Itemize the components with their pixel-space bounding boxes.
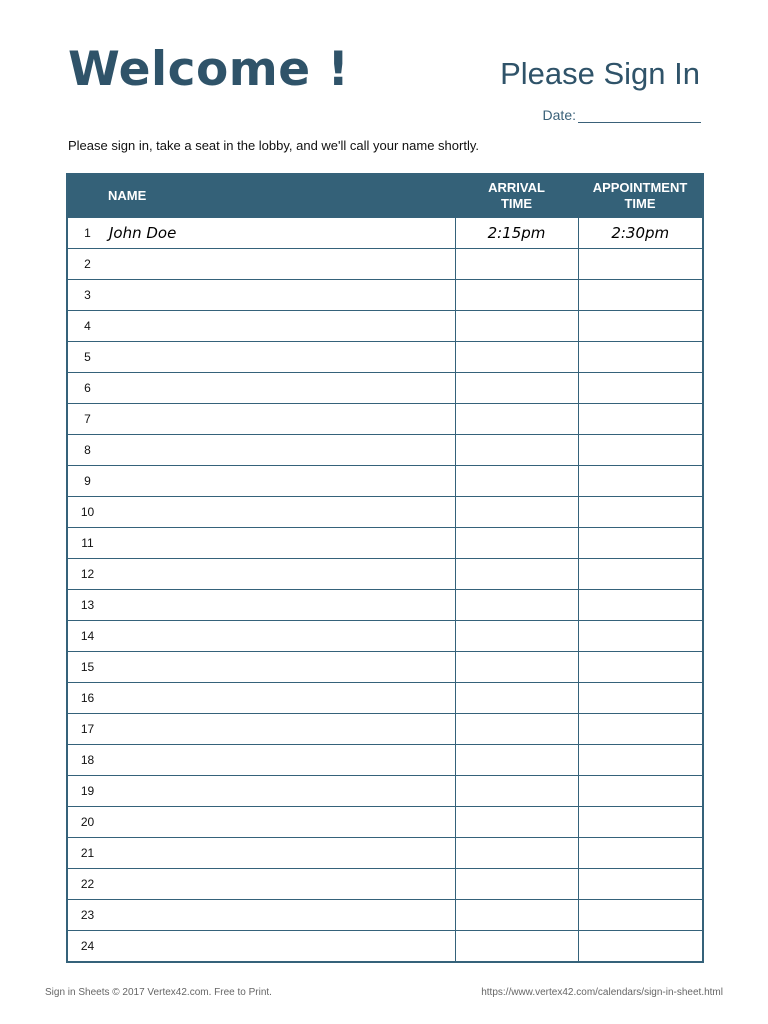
row-number: 1 bbox=[67, 218, 107, 249]
name-cell[interactable] bbox=[107, 621, 455, 652]
appointment-time-cell[interactable] bbox=[578, 900, 703, 931]
appointment-time-cell[interactable] bbox=[578, 497, 703, 528]
column-header-arrival-time: ARRIVAL TIME bbox=[455, 174, 578, 218]
name-cell[interactable] bbox=[107, 497, 455, 528]
row-number: 6 bbox=[67, 373, 107, 404]
date-field bbox=[543, 105, 701, 123]
row-number: 22 bbox=[67, 869, 107, 900]
row-number: 19 bbox=[67, 776, 107, 807]
name-cell[interactable]: John Doe bbox=[107, 218, 455, 249]
footer-url: https://www.vertex42.com/calendars/sign-in-sheet.html bbox=[481, 987, 723, 998]
table-row bbox=[67, 373, 703, 404]
row-number: 5 bbox=[67, 342, 107, 373]
arrival-time-cell[interactable] bbox=[455, 559, 578, 590]
row-number: 24 bbox=[67, 931, 107, 963]
table-row bbox=[67, 652, 703, 683]
arrival-time-cell[interactable] bbox=[455, 280, 578, 311]
footer-copyright: Sign in Sheets © 2017 Vertex42.com. Free to Print. bbox=[45, 987, 272, 998]
appointment-time-cell[interactable] bbox=[578, 621, 703, 652]
name-cell[interactable] bbox=[107, 280, 455, 311]
table-row bbox=[67, 559, 703, 590]
name-cell[interactable] bbox=[107, 249, 455, 280]
column-header-appointment-time: APPOINTMENT TIME bbox=[578, 174, 703, 218]
arrival-time-cell[interactable] bbox=[455, 776, 578, 807]
appointment-time-cell[interactable] bbox=[578, 404, 703, 435]
appointment-time-cell[interactable] bbox=[578, 280, 703, 311]
sign-in-table bbox=[66, 173, 704, 963]
arrival-time-cell[interactable] bbox=[455, 652, 578, 683]
table-row bbox=[67, 931, 703, 963]
table-row bbox=[67, 807, 703, 838]
arrival-time-cell[interactable] bbox=[455, 869, 578, 900]
appointment-time-cell[interactable] bbox=[578, 311, 703, 342]
name-cell[interactable] bbox=[107, 528, 455, 559]
table-row bbox=[67, 404, 703, 435]
name-cell[interactable] bbox=[107, 559, 455, 590]
name-cell[interactable] bbox=[107, 466, 455, 497]
row-number: 12 bbox=[67, 559, 107, 590]
name-cell[interactable] bbox=[107, 373, 455, 404]
arrival-time-cell[interactable] bbox=[455, 683, 578, 714]
table-row bbox=[67, 900, 703, 931]
name-cell[interactable] bbox=[107, 900, 455, 931]
appointment-time-cell[interactable] bbox=[578, 342, 703, 373]
appointment-time-cell[interactable] bbox=[578, 714, 703, 745]
arrival-time-cell[interactable] bbox=[455, 404, 578, 435]
appointment-time-cell[interactable] bbox=[578, 931, 703, 963]
arrival-time-cell[interactable] bbox=[455, 249, 578, 280]
table-row bbox=[67, 466, 703, 497]
name-cell[interactable] bbox=[107, 745, 455, 776]
appointment-time-cell[interactable] bbox=[578, 683, 703, 714]
arrival-time-cell[interactable] bbox=[455, 714, 578, 745]
arrival-time-cell[interactable] bbox=[455, 931, 578, 963]
name-cell[interactable] bbox=[107, 807, 455, 838]
row-number: 23 bbox=[67, 900, 107, 931]
row-number: 9 bbox=[67, 466, 107, 497]
table-row bbox=[67, 218, 703, 249]
row-number: 15 bbox=[67, 652, 107, 683]
name-cell[interactable] bbox=[107, 931, 455, 963]
name-cell[interactable] bbox=[107, 683, 455, 714]
row-number: 3 bbox=[67, 280, 107, 311]
row-number: 13 bbox=[67, 590, 107, 621]
table-row bbox=[67, 497, 703, 528]
row-number: 11 bbox=[67, 528, 107, 559]
name-cell[interactable] bbox=[107, 838, 455, 869]
instructions-text: Please sign in, take a seat in the lobby, and we'll call your name shortly. bbox=[68, 138, 479, 153]
appointment-time-cell[interactable] bbox=[578, 590, 703, 621]
row-number: 2 bbox=[67, 249, 107, 280]
table-row bbox=[67, 621, 703, 652]
row-number: 20 bbox=[67, 807, 107, 838]
please-sign-in-title: Please Sign In bbox=[500, 56, 700, 91]
appointment-time-cell[interactable]: 2:30pm bbox=[578, 218, 703, 249]
arrival-time-cell[interactable] bbox=[455, 838, 578, 869]
table-row bbox=[67, 745, 703, 776]
name-cell[interactable] bbox=[107, 652, 455, 683]
arrival-time-cell[interactable] bbox=[455, 497, 578, 528]
appointment-time-cell[interactable] bbox=[578, 652, 703, 683]
date-label: Date: bbox=[542, 107, 576, 123]
arrival-time-cell[interactable] bbox=[455, 621, 578, 652]
arrival-time-cell[interactable] bbox=[455, 807, 578, 838]
table-row bbox=[67, 776, 703, 807]
row-number: 14 bbox=[67, 621, 107, 652]
arrival-time-cell[interactable] bbox=[455, 342, 578, 373]
table-row bbox=[67, 838, 703, 869]
welcome-heading: Welcome ! bbox=[68, 42, 350, 97]
appointment-time-cell[interactable] bbox=[578, 466, 703, 497]
name-cell[interactable] bbox=[107, 311, 455, 342]
appointment-time-cell[interactable] bbox=[578, 745, 703, 776]
appointment-time-cell[interactable] bbox=[578, 435, 703, 466]
table-row bbox=[67, 342, 703, 373]
appointment-time-cell[interactable] bbox=[578, 838, 703, 869]
table-row bbox=[67, 590, 703, 621]
appointment-time-cell[interactable] bbox=[578, 249, 703, 280]
table-row bbox=[67, 528, 703, 559]
name-cell[interactable] bbox=[107, 714, 455, 745]
row-number: 17 bbox=[67, 714, 107, 745]
table-row bbox=[67, 869, 703, 900]
table-row bbox=[67, 714, 703, 745]
appointment-time-cell[interactable] bbox=[578, 559, 703, 590]
appointment-time-cell[interactable] bbox=[578, 807, 703, 838]
row-number: 18 bbox=[67, 745, 107, 776]
column-header-name: NAME bbox=[67, 174, 455, 218]
name-cell[interactable] bbox=[107, 869, 455, 900]
name-cell[interactable] bbox=[107, 342, 455, 373]
arrival-time-cell[interactable] bbox=[455, 745, 578, 776]
arrival-time-cell[interactable]: 2:15pm bbox=[455, 218, 578, 249]
appointment-time-cell[interactable] bbox=[578, 528, 703, 559]
arrival-time-cell[interactable] bbox=[455, 466, 578, 497]
appointment-time-cell[interactable] bbox=[578, 869, 703, 900]
arrival-time-cell[interactable] bbox=[455, 435, 578, 466]
arrival-time-cell[interactable] bbox=[455, 528, 578, 559]
row-number: 7 bbox=[67, 404, 107, 435]
row-number: 10 bbox=[67, 497, 107, 528]
table-row bbox=[67, 683, 703, 714]
appointment-time-cell[interactable] bbox=[578, 776, 703, 807]
arrival-time-cell[interactable] bbox=[455, 590, 578, 621]
arrival-time-cell[interactable] bbox=[455, 900, 578, 931]
row-number: 8 bbox=[67, 435, 107, 466]
table-header-row bbox=[67, 174, 703, 218]
row-number: 16 bbox=[67, 683, 107, 714]
name-cell[interactable] bbox=[107, 590, 455, 621]
appointment-time-cell[interactable] bbox=[578, 373, 703, 404]
table-row bbox=[67, 311, 703, 342]
table-row bbox=[67, 249, 703, 280]
table-row bbox=[67, 435, 703, 466]
row-number: 21 bbox=[67, 838, 107, 869]
date-blank-line[interactable] bbox=[578, 105, 701, 123]
name-cell[interactable] bbox=[107, 776, 455, 807]
row-number: 4 bbox=[67, 311, 107, 342]
arrival-time-cell[interactable] bbox=[455, 373, 578, 404]
name-cell[interactable] bbox=[107, 435, 455, 466]
arrival-time-cell[interactable] bbox=[455, 311, 578, 342]
name-cell[interactable] bbox=[107, 404, 455, 435]
table-row bbox=[67, 280, 703, 311]
